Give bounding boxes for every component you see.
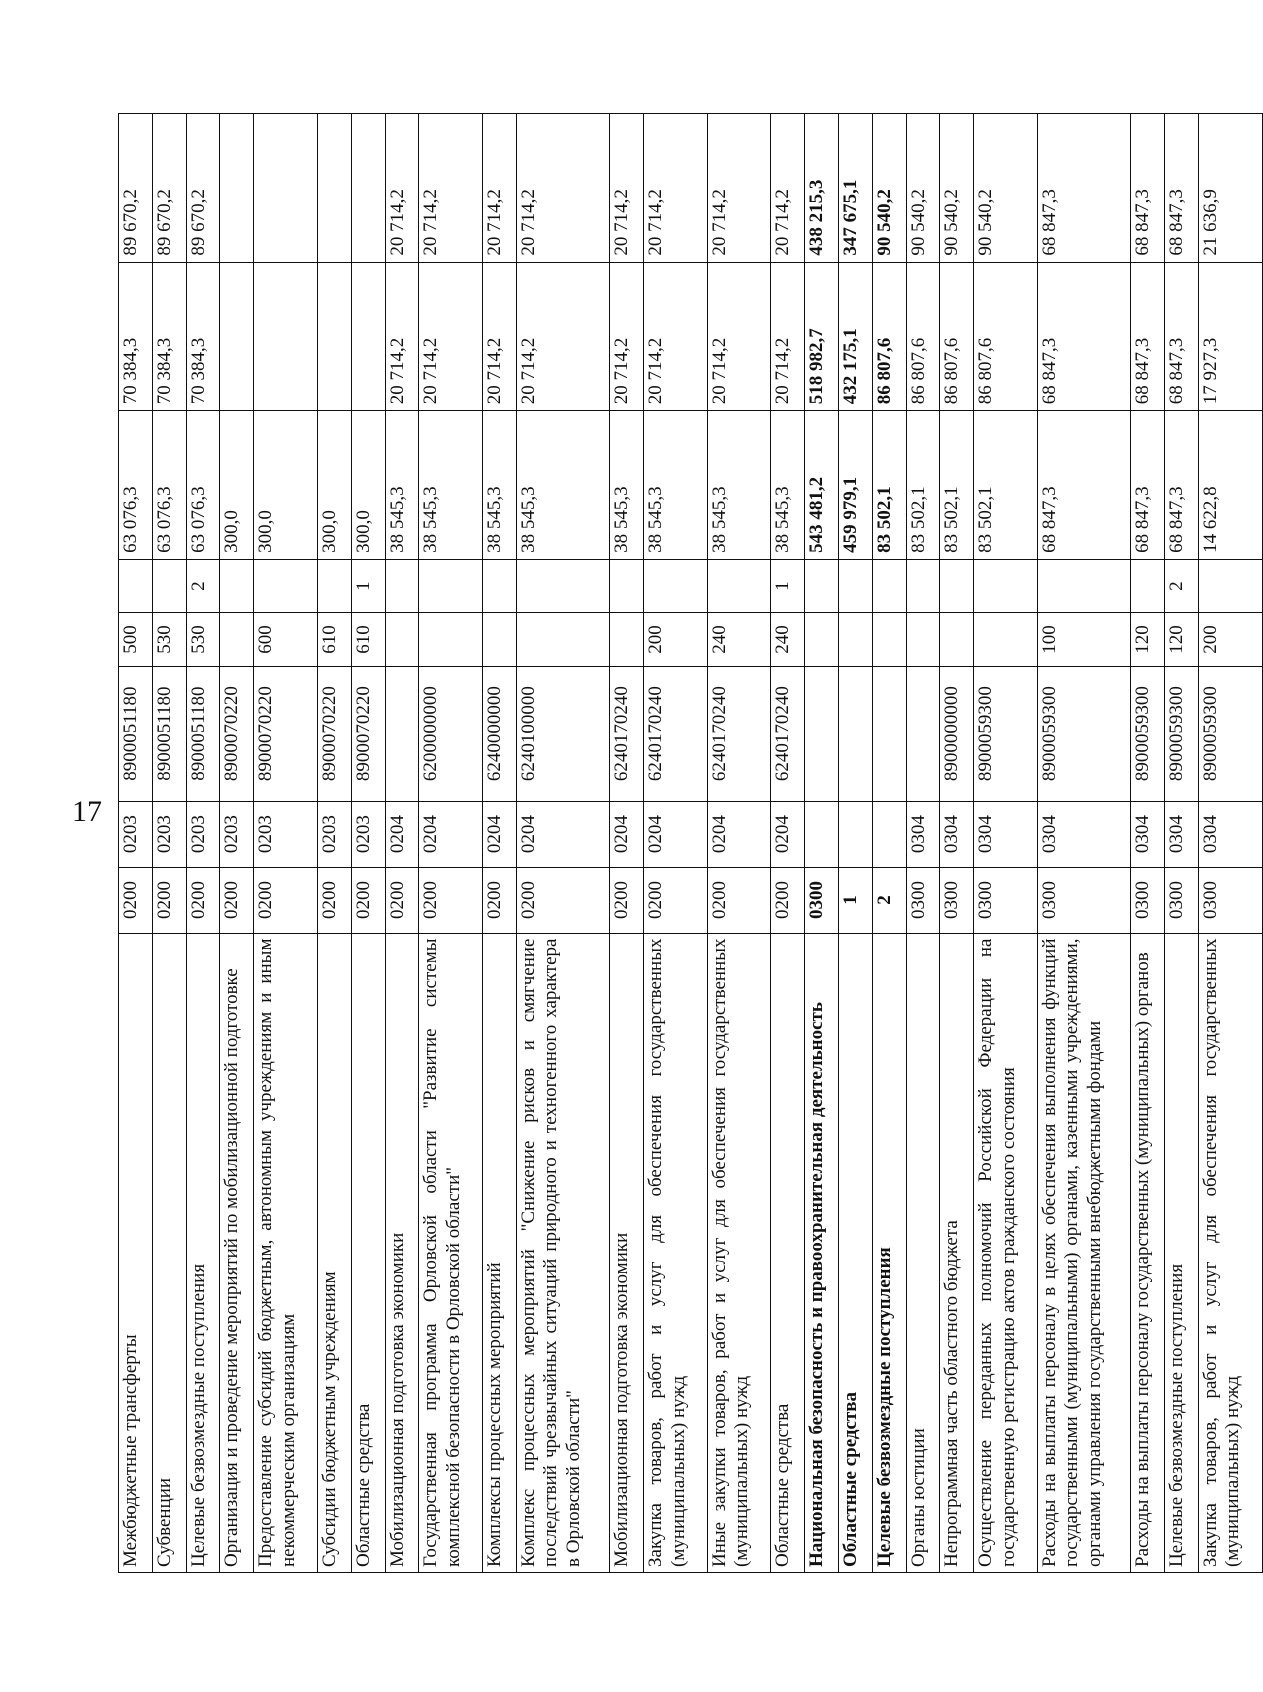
row-amount-year2 (351, 262, 385, 411)
row-amount-year1: 68 847,3 (1037, 411, 1130, 560)
row-expense-type (974, 613, 1038, 666)
row-section-code: 0200 (771, 867, 805, 933)
row-amount-year2: 86 807,6 (974, 262, 1038, 411)
row-target-article: 8900070220 (351, 666, 385, 801)
row-name: Расходы на выплаты персоналу государственных (муниципальных) органов (1131, 933, 1165, 1572)
table-row (906, 114, 940, 1573)
row-target-article: 6240170240 (707, 666, 771, 801)
row-amount-year3: 68 847,3 (1165, 114, 1199, 263)
row-section-code: 0300 (1165, 867, 1199, 933)
row-expense-type: 530 (152, 613, 186, 666)
row-subsection-code: 0304 (940, 801, 974, 867)
row-target-article: 6240100000 (516, 666, 609, 801)
row-target-article: 6240170240 (610, 666, 644, 801)
row-target-article (385, 666, 419, 801)
table-row (839, 114, 873, 1573)
row-amount-year2: 86 807,6 (872, 262, 906, 411)
row-amount-year3: 89 670,2 (186, 114, 220, 263)
rotated-table-container (118, 113, 1263, 1573)
row-amount-year2: 518 982,7 (805, 262, 839, 411)
row-amount-year1: 63 076,3 (119, 411, 153, 560)
row-subsection-code (839, 801, 873, 867)
row-target-article: 8900070220 (220, 666, 254, 801)
row-amount-year2: 68 847,3 (1165, 262, 1199, 411)
row-funding-source: 2 (1165, 559, 1199, 612)
row-section-code: 0300 (1199, 867, 1263, 933)
row-expense-type (419, 613, 483, 666)
table-row (119, 114, 153, 1573)
row-funding-source (220, 559, 254, 612)
row-section-code: 0200 (419, 867, 483, 933)
row-subsection-code: 0304 (1131, 801, 1165, 867)
row-target-article: 8900059300 (1165, 666, 1199, 801)
row-funding-source (906, 559, 940, 612)
row-amount-year2: 70 384,3 (119, 262, 153, 411)
row-section-code: 0200 (516, 867, 609, 933)
row-target-article (839, 666, 873, 801)
row-section-code: 0200 (119, 867, 153, 933)
table-row (254, 114, 318, 1573)
budget-table (118, 113, 1263, 1573)
table-row (483, 114, 517, 1573)
row-expense-type (385, 613, 419, 666)
row-subsection-code: 0204 (385, 801, 419, 867)
table-row (186, 114, 220, 1573)
row-amount-year1: 38 545,3 (771, 411, 805, 560)
row-target-article: 6200000000 (419, 666, 483, 801)
row-subsection-code: 0204 (516, 801, 609, 867)
table-row (644, 114, 708, 1573)
row-amount-year3: 90 540,2 (940, 114, 974, 263)
row-amount-year1: 38 545,3 (483, 411, 517, 560)
row-amount-year2: 20 714,2 (771, 262, 805, 411)
row-section-code: 0200 (385, 867, 419, 933)
row-amount-year1: 83 502,1 (940, 411, 974, 560)
row-expense-type: 500 (119, 613, 153, 666)
row-name: Государственная программа Орловской области "Развитие системы комплексной безопасности в Орловской области" (419, 933, 483, 1572)
row-amount-year2: 20 714,2 (483, 262, 517, 411)
row-funding-source (610, 559, 644, 612)
row-expense-type: 530 (186, 613, 220, 666)
row-funding-source (516, 559, 609, 612)
row-expense-type: 120 (1165, 613, 1199, 666)
row-expense-type (516, 613, 609, 666)
table-row (516, 114, 609, 1573)
row-name: Расходы на выплаты персоналу в целях обеспечения выполнения функций государственными (муниципальными) органами, казенными учреждениями, органами управления государственными внебюджетными фондами (1037, 933, 1130, 1572)
row-amount-year1: 38 545,3 (610, 411, 644, 560)
row-name: Целевые безвозмездные поступления (872, 933, 906, 1572)
row-target-article: 8900051180 (119, 666, 153, 801)
row-subsection-code: 0204 (610, 801, 644, 867)
row-target-article: 8900051180 (186, 666, 220, 801)
row-amount-year2: 20 714,2 (644, 262, 708, 411)
row-target-article: 8900051180 (152, 666, 186, 801)
row-amount-year1: 68 847,3 (1165, 411, 1199, 560)
row-funding-source (707, 559, 771, 612)
row-subsection-code: 0204 (707, 801, 771, 867)
row-amount-year3: 90 540,2 (974, 114, 1038, 263)
row-expense-type: 600 (254, 613, 318, 666)
row-amount-year2: 86 807,6 (940, 262, 974, 411)
row-subsection-code: 0203 (317, 801, 351, 867)
row-funding-source (317, 559, 351, 612)
row-amount-year2: 70 384,3 (186, 262, 220, 411)
row-amount-year2: 20 714,2 (516, 262, 609, 411)
row-name: Осуществление переданных полномочий Российской Федерации на государственную регистрацию актов гражданского состояния (974, 933, 1038, 1572)
row-target-article: 6240170240 (771, 666, 805, 801)
row-amount-year3: 347 675,1 (839, 114, 873, 263)
row-funding-source (940, 559, 974, 612)
row-name: Национальная безопасность и правоохранительная деятельность (805, 933, 839, 1572)
row-subsection-code (872, 801, 906, 867)
table-row (610, 114, 644, 1573)
table-row (1037, 114, 1130, 1573)
row-name: Непрограммная часть областного бюджета (940, 933, 974, 1572)
row-amount-year3: 20 714,2 (707, 114, 771, 263)
row-amount-year2: 432 175,1 (839, 262, 873, 411)
row-expense-type (220, 613, 254, 666)
row-amount-year2: 20 714,2 (385, 262, 419, 411)
table-row (1165, 114, 1199, 1573)
row-target-article: 8900059300 (974, 666, 1038, 801)
row-section-code: 0200 (220, 867, 254, 933)
row-subsection-code: 0304 (1165, 801, 1199, 867)
row-subsection-code: 0304 (906, 801, 940, 867)
row-funding-source: 1 (771, 559, 805, 612)
row-amount-year1: 300,0 (317, 411, 351, 560)
row-name: Субвенции (152, 933, 186, 1572)
row-amount-year3 (351, 114, 385, 263)
row-amount-year2: 17 927,3 (1199, 262, 1263, 411)
row-target-article: 8900059300 (1199, 666, 1263, 801)
row-amount-year3: 21 636,9 (1199, 114, 1263, 263)
row-name: Органы юстиции (906, 933, 940, 1572)
row-amount-year3: 90 540,2 (872, 114, 906, 263)
row-section-code: 0300 (974, 867, 1038, 933)
table-row (805, 114, 839, 1573)
row-target-article: 8900059300 (1131, 666, 1165, 801)
row-amount-year3 (317, 114, 351, 263)
row-target-article (805, 666, 839, 801)
row-name: Межбюджетные трансферты (119, 933, 153, 1572)
row-amount-year1: 38 545,3 (707, 411, 771, 560)
row-amount-year2: 20 714,2 (419, 262, 483, 411)
row-amount-year1: 300,0 (254, 411, 318, 560)
row-name: Целевые безвозмездные поступления (186, 933, 220, 1572)
row-section-code: 0300 (940, 867, 974, 933)
row-expense-type (940, 613, 974, 666)
table-row (771, 114, 805, 1573)
row-name: Комплексы процессных мероприятий (483, 933, 517, 1572)
table-row (385, 114, 419, 1573)
row-amount-year1: 83 502,1 (872, 411, 906, 560)
row-funding-source (644, 559, 708, 612)
row-expense-type: 610 (351, 613, 385, 666)
row-amount-year1: 38 545,3 (644, 411, 708, 560)
row-expense-type: 610 (317, 613, 351, 666)
row-funding-source (805, 559, 839, 612)
row-name: Комплекс процессных мероприятий "Снижение рисков и смягчение последствий чрезвычайных ситуаций природного и техногенного характера в Орловской области" (516, 933, 609, 1572)
row-amount-year3: 68 847,3 (1131, 114, 1165, 263)
row-funding-source (872, 559, 906, 612)
row-section-code: 0200 (317, 867, 351, 933)
row-amount-year2 (254, 262, 318, 411)
row-target-article: 6240170240 (644, 666, 708, 801)
row-name: Мобилизационная подготовка экономики (385, 933, 419, 1572)
row-subsection-code: 0204 (483, 801, 517, 867)
row-expense-type (906, 613, 940, 666)
row-amount-year3: 20 714,2 (385, 114, 419, 263)
row-amount-year2: 86 807,6 (906, 262, 940, 411)
table-row (220, 114, 254, 1573)
row-name: Мобилизационная подготовка экономики (610, 933, 644, 1572)
row-amount-year3: 68 847,3 (1037, 114, 1130, 263)
row-expense-type: 200 (644, 613, 708, 666)
row-subsection-code: 0304 (1037, 801, 1130, 867)
table-row (1199, 114, 1263, 1573)
row-funding-source (974, 559, 1038, 612)
row-amount-year2: 20 714,2 (707, 262, 771, 411)
row-expense-type (610, 613, 644, 666)
row-amount-year2: 20 714,2 (610, 262, 644, 411)
row-amount-year1: 14 622,8 (1199, 411, 1263, 560)
row-section-code: 0300 (906, 867, 940, 933)
table-row (152, 114, 186, 1573)
row-subsection-code: 0204 (644, 801, 708, 867)
row-section-code: 0300 (805, 867, 839, 933)
row-amount-year3: 20 714,2 (771, 114, 805, 263)
row-expense-type: 200 (1199, 613, 1263, 666)
row-target-article (906, 666, 940, 801)
row-name: Организация и проведение мероприятий по мобилизационной подготовке (220, 933, 254, 1572)
row-subsection-code: 0203 (119, 801, 153, 867)
row-name: Областные средства (771, 933, 805, 1572)
row-amount-year3: 438 215,3 (805, 114, 839, 263)
page-number: 17 (72, 795, 102, 828)
row-expense-type (872, 613, 906, 666)
row-section-code: 2 (872, 867, 906, 933)
row-subsection-code: 0304 (1199, 801, 1263, 867)
row-subsection-code (805, 801, 839, 867)
row-subsection-code: 0203 (220, 801, 254, 867)
row-section-code: 0200 (707, 867, 771, 933)
row-amount-year1: 68 847,3 (1131, 411, 1165, 560)
row-amount-year2: 68 847,3 (1131, 262, 1165, 411)
row-subsection-code: 0204 (419, 801, 483, 867)
row-name: Областные средства (351, 933, 385, 1572)
row-amount-year3: 20 714,2 (516, 114, 609, 263)
row-funding-source (152, 559, 186, 612)
row-funding-source (119, 559, 153, 612)
row-target-article: 6240000000 (483, 666, 517, 801)
row-amount-year3: 89 670,2 (119, 114, 153, 263)
table-row (872, 114, 906, 1573)
row-amount-year3: 90 540,2 (906, 114, 940, 263)
row-section-code: 0200 (610, 867, 644, 933)
row-amount-year1: 83 502,1 (906, 411, 940, 560)
row-section-code: 0200 (186, 867, 220, 933)
row-expense-type (805, 613, 839, 666)
row-amount-year3: 20 714,2 (483, 114, 517, 263)
row-amount-year2 (317, 262, 351, 411)
table-row (1131, 114, 1165, 1573)
row-amount-year2: 70 384,3 (152, 262, 186, 411)
row-funding-source (1199, 559, 1263, 612)
row-expense-type: 100 (1037, 613, 1130, 666)
row-subsection-code: 0203 (186, 801, 220, 867)
row-section-code: 0200 (351, 867, 385, 933)
row-section-code: 0200 (483, 867, 517, 933)
row-expense-type: 240 (707, 613, 771, 666)
row-expense-type: 240 (771, 613, 805, 666)
row-target-article: 8900070220 (254, 666, 318, 801)
row-amount-year1: 300,0 (351, 411, 385, 560)
row-subsection-code: 0203 (254, 801, 318, 867)
row-amount-year1: 38 545,3 (516, 411, 609, 560)
row-expense-type (483, 613, 517, 666)
row-amount-year3 (220, 114, 254, 263)
row-amount-year1: 300,0 (220, 411, 254, 560)
row-amount-year3: 20 714,2 (419, 114, 483, 263)
row-section-code: 0300 (1037, 867, 1130, 933)
row-amount-year3: 20 714,2 (610, 114, 644, 263)
row-section-code: 0200 (254, 867, 318, 933)
row-amount-year1: 543 481,2 (805, 411, 839, 560)
row-amount-year2: 68 847,3 (1037, 262, 1130, 411)
budget-table-body (119, 114, 1263, 1573)
row-funding-source (1131, 559, 1165, 612)
row-expense-type: 120 (1131, 613, 1165, 666)
row-amount-year1: 38 545,3 (419, 411, 483, 560)
row-target-article: 8900059300 (1037, 666, 1130, 801)
row-amount-year3: 89 670,2 (152, 114, 186, 263)
row-target-article: 8900000000 (940, 666, 974, 801)
row-funding-source (1037, 559, 1130, 612)
row-amount-year1: 459 979,1 (839, 411, 873, 560)
row-funding-source (385, 559, 419, 612)
row-subsection-code: 0204 (771, 801, 805, 867)
row-amount-year1: 38 545,3 (385, 411, 419, 560)
table-row (317, 114, 351, 1573)
row-subsection-code: 0304 (974, 801, 1038, 867)
row-subsection-code: 0203 (152, 801, 186, 867)
row-amount-year2 (220, 262, 254, 411)
row-funding-source (254, 559, 318, 612)
row-section-code: 0300 (1131, 867, 1165, 933)
row-name: Закупка товаров, работ и услуг для обеспечения государственных (муниципальных) нужд (644, 933, 708, 1572)
table-row (351, 114, 385, 1573)
row-amount-year3: 20 714,2 (644, 114, 708, 263)
row-section-code: 0200 (644, 867, 708, 933)
row-section-code: 1 (839, 867, 873, 933)
row-name: Областные средства (839, 933, 873, 1572)
row-amount-year1: 63 076,3 (186, 411, 220, 560)
row-name: Закупка товаров, работ и услуг для обеспечения государственных (муниципальных) нужд (1199, 933, 1263, 1572)
table-row (419, 114, 483, 1573)
table-row (707, 114, 771, 1573)
row-amount-year1: 63 076,3 (152, 411, 186, 560)
row-name: Предоставление субсидий бюджетным, автономным учреждениям и иным некоммерческим организациям (254, 933, 318, 1572)
row-funding-source (839, 559, 873, 612)
row-subsection-code: 0203 (351, 801, 385, 867)
table-row (974, 114, 1038, 1573)
row-target-article: 8900070220 (317, 666, 351, 801)
row-name: Целевые безвозмездные поступления (1165, 933, 1199, 1572)
row-expense-type (839, 613, 873, 666)
table-row (940, 114, 974, 1573)
row-section-code: 0200 (152, 867, 186, 933)
row-funding-source (483, 559, 517, 612)
row-amount-year3 (254, 114, 318, 263)
row-funding-source: 2 (186, 559, 220, 612)
row-amount-year1: 83 502,1 (974, 411, 1038, 560)
row-name: Иные закупки товаров, работ и услуг для обеспечения государственных (муниципальных) нужд (707, 933, 771, 1572)
row-name: Субсидии бюджетным учреждениям (317, 933, 351, 1572)
row-target-article (872, 666, 906, 801)
row-funding-source: 1 (351, 559, 385, 612)
row-funding-source (419, 559, 483, 612)
